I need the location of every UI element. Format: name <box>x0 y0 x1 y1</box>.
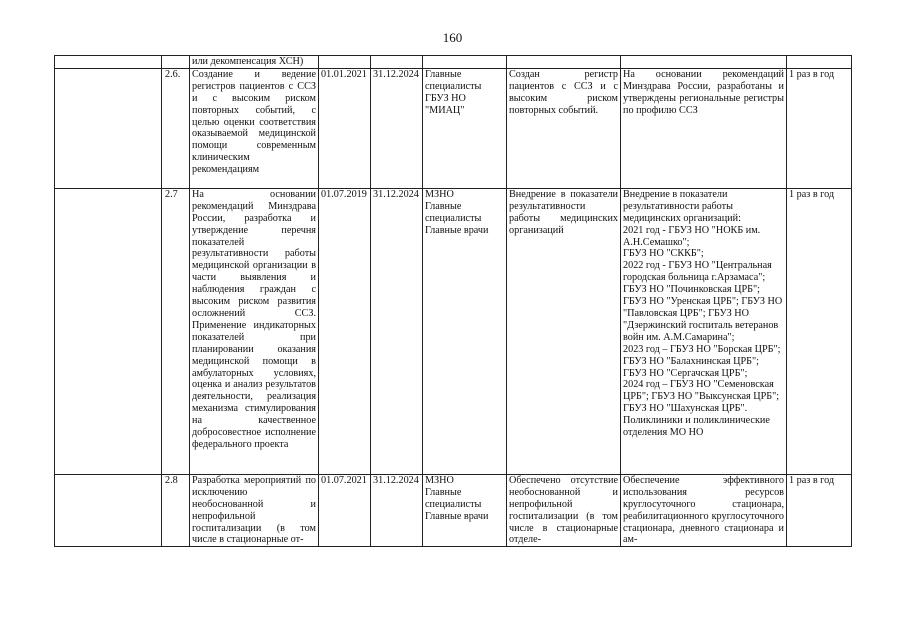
table-row-2-6 <box>55 68 852 188</box>
measure-cell: Разработка мероприятий по исключению необоснованной и непрофильной госпитализации (в том числе в стационарные от- <box>190 474 319 546</box>
responsible-cell: МЗНО Главные специалисты Главные врачи <box>423 188 507 474</box>
table-row-2-7 <box>55 188 852 474</box>
measure-cell: или декомпенсация ХСН) <box>190 56 319 69</box>
measure-cell: Создание и ведение регистров пациентов с ССЗ и с высоким риском повторных событий, с целью оценки соответствия оказываемой медицинской помощи современным клиническим рекомендациям <box>190 68 319 188</box>
row-number: 2.6. <box>162 68 190 188</box>
indicator-cell: Внедрение в показатели результативности работы медицинских организаций: 2021 год - ГБУЗ НО "НОКБ им. А.Н.Семашко"; ГБУЗ НО "СККБ"; 2022 год - ГБУЗ НО "Центральная городская больница г.Арзамаса"; ГБУЗ НО "Починковская ЦРБ"; ГБУЗ НО "Уренская ЦРБ"; ГБУЗ НО "Павловская ЦРБ"; ГБУЗ НО "Дзержинский госпиталь ветеранов войн им. А.М.Самарина"; 2023 год – ГБУЗ НО "Борская ЦРБ"; ГБУЗ НО "Балахнинская ЦРБ"; ГБУЗ НО "Сергачская ЦРБ"; 2024 год – ГБУЗ НО "Семеновская ЦРБ"; ГБУЗ НО "Выксунская ЦРБ"; ГБУЗ НО "Шахунская ЦРБ". Поликлиники и поликлинические отделения МО НО <box>621 188 787 474</box>
table-row-carry-over <box>55 56 852 69</box>
blank-cell <box>621 56 787 69</box>
measure-cell: На основании рекомендаций Минздрава России, разработка и утверждение перечня показателей результативности работы медицинской организации в части выявления и наблюдения граждан с высоким риском развития осложнений ССЗ. Применение индикаторных показателей при планировании оказания медицинской помощи в амбулаторных условиях, оценка и анализ результатов деятельности, реализация механизма стимулирования на качественное добросовестное исполнение федерального проекта <box>190 188 319 474</box>
row-number: 2.7 <box>162 188 190 474</box>
result-cell: Внедрение в показатели результативности работы медицинских организаций <box>507 188 621 474</box>
indicator-cell: Обеспечение эффективного использования ресурсов круглосуточного стационара, реабилитационного круглосуточного стационара, дневного стационара и ам- <box>621 474 787 546</box>
blank-cell <box>423 56 507 69</box>
frequency-cell: 1 раз в год <box>787 68 852 188</box>
frequency-cell: 1 раз в год <box>787 188 852 474</box>
start-date: 01.01.2021 <box>319 68 371 188</box>
blank-cell <box>55 474 162 546</box>
end-date: 31.12.2024 <box>371 188 423 474</box>
measures-table <box>54 55 852 547</box>
row-number: 2.8 <box>162 474 190 546</box>
indicator-cell: На основании рекомендаций Минздрава России, разработаны и утверждены региональные регистры по профилю ССЗ <box>621 68 787 188</box>
end-date: 31.12.2024 <box>371 474 423 546</box>
blank-cell <box>162 56 190 69</box>
page-number: 160 <box>442 30 463 45</box>
responsible-cell: МЗНО Главные специалисты Главные врачи <box>423 474 507 546</box>
end-date: 31.12.2024 <box>371 68 423 188</box>
blank-cell <box>55 56 162 69</box>
blank-cell <box>319 56 371 69</box>
blank-cell <box>507 56 621 69</box>
blank-cell <box>787 56 852 69</box>
result-cell: Обеспечено отсутствие необоснованной и непрофильной госпитализации (в том числе в стационарные отделе- <box>507 474 621 546</box>
blank-cell <box>55 188 162 474</box>
start-date: 01.07.2021 <box>319 474 371 546</box>
table-row-2-8 <box>55 474 852 546</box>
responsible-cell: Главные специалисты ГБУЗ НО "МИАЦ" <box>423 68 507 188</box>
blank-cell <box>371 56 423 69</box>
blank-cell <box>55 68 162 188</box>
start-date: 01.07.2019 <box>319 188 371 474</box>
result-cell: Создан регистр пациентов с ССЗ и с высоким риском повторных событий. <box>507 68 621 188</box>
frequency-cell: 1 раз в год <box>787 474 852 546</box>
